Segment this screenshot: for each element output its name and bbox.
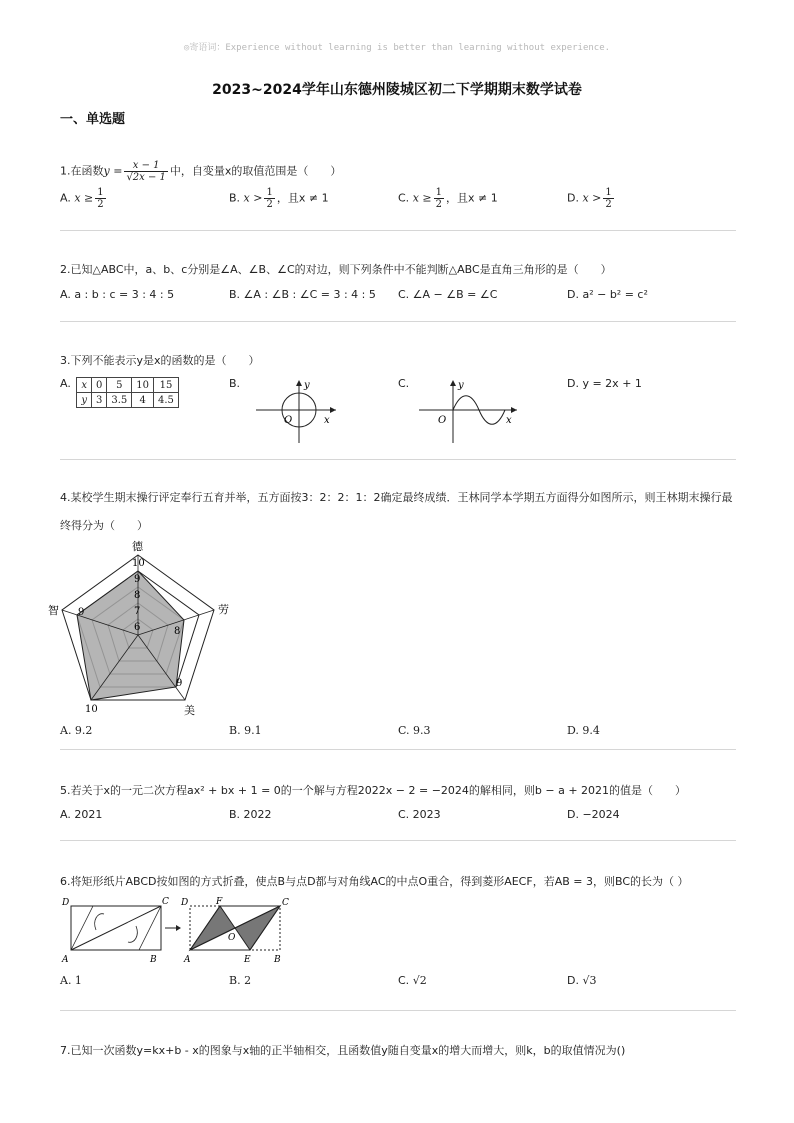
question-4 [48,490,736,752]
question-3-stem: 3.下列不能表示y是x的函数的是（ ） [60,354,260,367]
arrow-icon [450,380,456,386]
frac-den: 2 [435,199,442,210]
option-c[interactable]: C. 9.3 [398,724,431,737]
option-a[interactable]: A. 2021 [60,808,103,821]
point-label: O [228,933,236,943]
arrow-icon [330,407,336,413]
divider [60,459,736,460]
option-math: x > [243,191,263,205]
divider [60,321,736,322]
option-a[interactable]: A. 1 [60,974,82,987]
scale-label: 7 [134,606,141,617]
option-d[interactable]: D. a² − b² = c² [567,288,648,301]
option-label: A. [60,191,71,205]
radar-data-area [77,571,184,700]
point-label: E [244,955,251,965]
arrow-icon [511,407,517,413]
frac-num: 1 [97,187,104,198]
circle-graph [244,377,344,447]
folded-triangle [235,906,280,950]
option-b[interactable]: B. 2 [229,974,252,987]
question-1-options [60,187,736,215]
option-b[interactable]: B. 9.1 [229,724,262,737]
option-d[interactable] [567,187,616,210]
option-c[interactable] [398,974,427,987]
axis-label-de: 德 [132,540,143,553]
option-c[interactable] [398,187,498,210]
frac-num: 1 [435,187,442,198]
option-math: x > [582,191,602,205]
q1-fraction [124,160,167,183]
axis-label-lao: 劳 [218,603,229,616]
option-label: B. [229,377,241,390]
option-b[interactable] [229,187,329,210]
question-6 [60,874,736,1002]
table-cell: 0 [91,378,106,393]
question-5-stem: 5.若关于x的一元二次方程ax² + bx + 1 = 0的一个解与方程2022x − 2 = −2024的解相同，则b − a + 2021的值是（ ） [60,784,687,797]
scale-label: 9 [134,574,141,585]
table-cell: 3 [91,393,106,408]
wave-graph [413,377,528,447]
question-6-options [60,974,736,1002]
divider [60,230,736,231]
option-a[interactable] [60,377,179,408]
option-b[interactable] [229,377,344,447]
table-cell: 5 [107,378,132,393]
question-4-stem: 4.某校学生期末操行评定奉行五育并举，五方面按3：2：2：1：2确定最终成绩．王林同学本学期五方面得分如图所示，则王林期末操行最终得分为（ ） [60,491,733,532]
q1-suffix: 中，自变量x的取值范围是（ ） [169,164,342,178]
point-label: A [184,955,191,965]
axis-y-label: y [457,380,464,391]
table-cell: 4 [132,393,154,408]
option-c[interactable]: C. 2023 [398,808,441,821]
option-label: C. [398,974,410,987]
point-label: D [62,898,70,908]
question-7-stem: 7.已知一次函数y=kx+b - x的图象与x轴的正半轴相交，且函数值y随自变量x的增大而增大，则k，b的取值情况为() [60,1044,626,1057]
fold-arrow-icon [95,914,104,930]
question-4-options [60,724,736,752]
question-1 [60,160,736,215]
value-label: 9 [176,678,183,689]
option-a[interactable] [60,187,108,210]
frac-num: 1 [605,187,612,198]
option-c[interactable] [398,377,528,447]
q1-prefix: 1.在函数 [60,164,104,178]
divider [60,749,736,750]
page-title: 2023~2024学年山东德州陵城区初二下学期期末数学试卷 [212,82,582,98]
q1-y: y = [103,164,123,178]
section-heading: 一、单选题 [60,112,126,127]
table-cell: y [77,393,92,408]
question-1-stem [60,160,736,183]
question-6-stem: 6.将矩形纸片ABCD按如图的方式折叠，使点B与点D都与对角线AC的中点O重合，得到菱形AECF，若AB = 3，则BC的长为（ ） [60,875,689,888]
table-cell: 15 [154,378,179,393]
point-label: F [216,897,223,907]
question-7 [60,1043,736,1059]
fold-diagram [60,896,300,968]
option-tail: ，且x ≠ 1 [445,191,498,205]
fold-arrow-icon [128,926,137,942]
folded-triangle [190,906,235,950]
question-5 [60,783,736,836]
option-math: x ≥ [412,191,432,205]
question-2-options [60,288,736,316]
question-5-options [60,808,736,836]
point-label: B [150,955,157,965]
option-math: √2 [412,974,427,987]
value-label: 8 [174,626,181,637]
origin-label: O [283,415,292,426]
radar-chart [48,540,244,720]
point-label: C [162,897,169,907]
option-d[interactable]: D. y = 2x + 1 [567,377,642,390]
motto: ◎寄语词：Experience without learning is better than learning without experience. [183,43,611,53]
question-3-options [60,377,736,447]
frac-num: 1 [266,187,273,198]
divider [60,1010,736,1011]
axis-x-label: x [323,415,330,426]
frac-den: 2 [605,199,612,210]
axis-label-zhi: 智 [48,604,59,617]
option-math: x ≥ [74,191,94,205]
axis-x-label: x [505,415,512,426]
scale-label: 10 [132,558,145,569]
option-a[interactable]: A. a : b : c = 3 : 4 : 5 [60,288,175,301]
table-cell: 3.5 [107,393,132,408]
option-b[interactable]: B. 2022 [229,808,272,821]
question-2-stem: 2.已知△ABC中，a、b、c分别是∠A、∠B、∠C的对边，则下列条件中不能判断△ABC是直角三角形的是（ ） [60,263,612,276]
option-b[interactable]: B. ∠A : ∠B : ∠C = 3 : 4 : 5 [229,288,376,301]
option-c[interactable]: C. ∠A − ∠B = ∠C [398,288,498,301]
option-label: D. [567,974,579,987]
fold-line [139,906,161,950]
option-label: B. [229,191,241,205]
point-label: B [274,955,281,965]
value-table [76,377,179,408]
value-label: 9 [78,607,85,618]
option-math: √3 [582,974,597,987]
axis-label-mei: 美 [184,704,195,717]
axis-y-label: y [303,380,310,391]
table-cell: 4.5 [154,393,179,408]
option-label: A. [60,377,71,390]
arrowhead-icon [176,925,181,931]
option-d[interactable]: D. −2024 [567,808,620,821]
option-label: C. [398,377,410,390]
question-2 [60,262,736,316]
scale-label: 8 [134,590,141,601]
scale-label: 6 [134,622,141,633]
diagonal-ac [190,906,280,950]
option-d[interactable]: D. 9.4 [567,724,600,737]
option-a[interactable]: A. 9.2 [60,724,93,737]
arrow-icon [296,380,302,386]
point-label: D [181,898,189,908]
q1-numerator: x − 1 [124,160,167,172]
frac-den: 2 [266,199,273,210]
q1-denominator: √2x − 1 [126,172,166,183]
option-d[interactable] [567,974,596,987]
point-label: A [62,955,69,965]
option-label: C. [398,191,410,205]
axis-label-ti: 10 [85,704,98,715]
point-label: C [282,898,289,908]
fold-line [71,906,93,950]
table-cell: x [77,378,92,393]
question-3 [60,353,736,447]
option-tail: ，且x ≠ 1 [276,191,329,205]
divider [60,840,736,841]
table-cell: 10 [132,378,154,393]
origin-label: O [437,415,446,426]
option-label: D. [567,191,579,205]
diagonal-ac [71,906,161,950]
frac-den: 2 [97,199,104,210]
